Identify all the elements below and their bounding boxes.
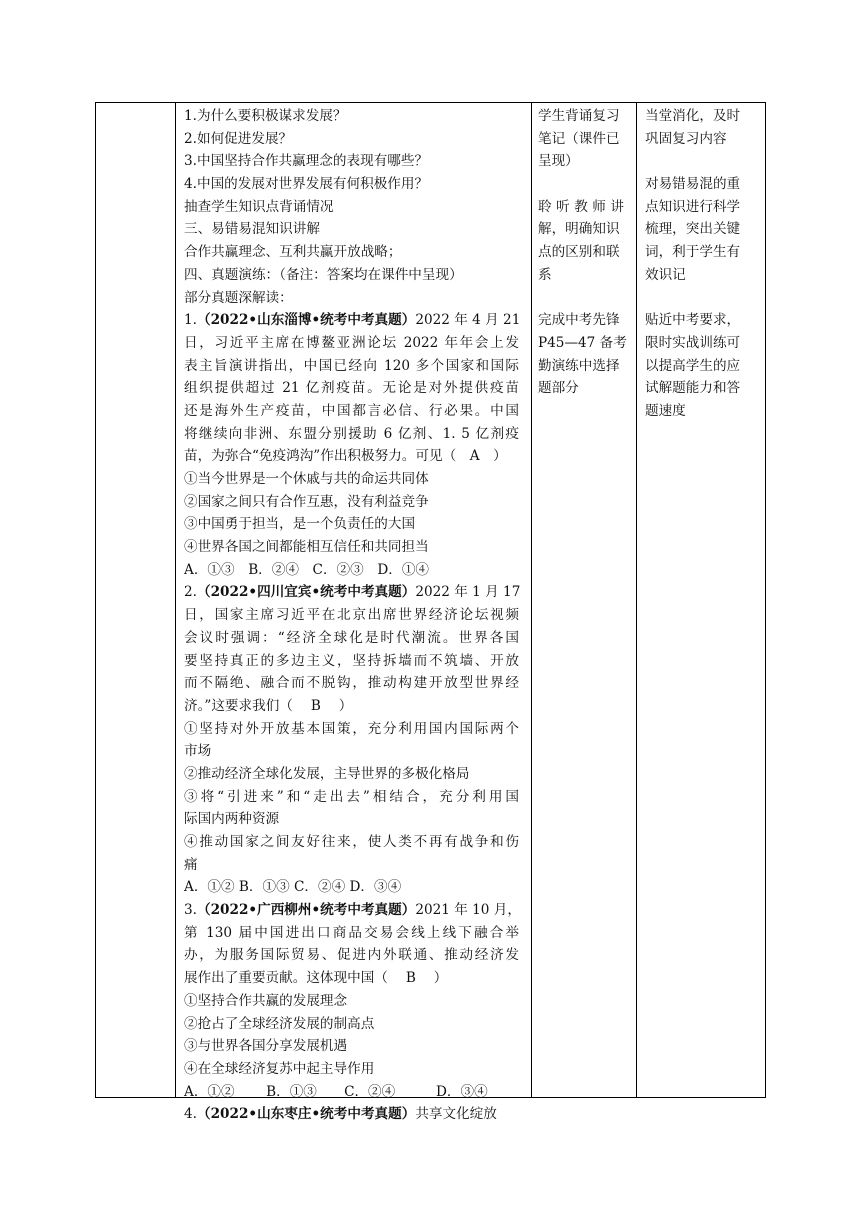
text-line: 学生背诵复习	[538, 108, 620, 124]
text-line: 抽查学生知识点背诵情况	[184, 198, 334, 215]
text-line: 而不隔绝、融合而不脱钩，推动构建开放型世界经	[184, 675, 519, 692]
text-line: 苗，为弥合“免疫鸿沟”作出积极努力。可见（ A ）	[184, 448, 507, 465]
text-line: 办，为服务国际贸易、促进内外联通、推动经济发	[184, 947, 519, 964]
student-activity-column	[532, 103, 628, 400]
text-line: 当堂消化，及时	[645, 108, 741, 124]
answer-choices: A．①③ B．②④ C．②③ D．①④	[184, 561, 430, 578]
text-line: 系	[538, 266, 552, 283]
text-line: 济。”这要求我们（ B ）	[184, 697, 353, 714]
text-line: 巩固复习内容	[645, 130, 727, 147]
option-line: ③与世界各国分享发展机遇	[184, 1038, 348, 1055]
option-line: ②国家之间只有合作互惠，没有利益竞争	[184, 493, 429, 510]
option-line: ②推动经济全球化发展，主导世界的多极化格局	[184, 765, 470, 782]
option-line: ①坚持合作共赢的发展理念	[184, 992, 348, 1009]
option-line: ④推动国家之间友好往来，使人类不再有战争和伤	[184, 834, 519, 850]
text-line: 还是海外生产疫苗，中国都言必信、行必果。中国	[184, 402, 519, 419]
text-line: 表主旨演讲指出，中国已经向 120 多个国家和国际	[184, 357, 519, 374]
question-1-stem: 1.（2022•山东淄博•统考中考真题）2022 年 4 月 21	[184, 312, 521, 329]
review-question: 2.如何促进发展？	[184, 130, 293, 147]
section-heading: 四、真题演练：（备注：答案均在课件中呈现）	[184, 266, 463, 283]
option-line: ①当今世界是一个休戚与共的命运共同体	[184, 471, 429, 487]
text-line: 试解题能力和答	[645, 380, 741, 397]
text-line: 会议时强调：“经济全球化是时代潮流。世界各国	[184, 629, 519, 646]
question-source: （2022•山东枣庄•统考中考真题）	[196, 1106, 416, 1123]
text-line: 梳理，突出关键	[645, 221, 741, 238]
section-heading: 三、易错易混知识讲解	[184, 221, 320, 238]
text-line: 笔记（课件已	[538, 130, 620, 147]
text-line: 日，国家主席习近平在北京出席世界经济论坛视频	[184, 607, 519, 624]
text-line: 第 130 届中国进出口商品交易会线上线下融合举	[184, 924, 519, 941]
text-line: 完成中考先锋	[538, 312, 620, 329]
option-line: ③将“引进来”和“走出去”相结合，充分利用国	[184, 788, 519, 805]
teaching-content-column	[176, 103, 523, 1126]
text-line: 组织提供超过 21 亿剂疫苗。无论是对外提供疫苗	[184, 380, 519, 397]
text-line: 要坚持真正的多边主义，坚持拆墙而不筑墙、开放	[184, 652, 519, 669]
text-line: 呈现）	[538, 153, 579, 170]
option-line: 际国内两种资源	[184, 811, 280, 828]
answer-choices: A．①② B．①③ C．②④ D．③④	[184, 879, 402, 896]
text-line: 合作共赢理念、互利共赢开放战略；	[184, 244, 402, 261]
text-line: 点的区别和联	[538, 244, 620, 261]
review-question: 1.为什么要积极谋求发展？	[184, 108, 347, 124]
option-line: ②抢占了全球经济发展的制高点	[184, 1015, 375, 1032]
option-line: ③中国勇于担当，是一个负责任的大国	[184, 516, 416, 533]
question-source: （2022•四川宜宾•统考中考真题）	[196, 584, 416, 601]
text-line: 效识记	[645, 266, 686, 283]
text-line: P45—47 备考	[538, 334, 627, 351]
option-line: 市场	[184, 743, 212, 760]
text-line: 以提高学生的应	[645, 357, 741, 374]
design-intent-column	[637, 103, 765, 423]
text-line: 日，习近平主席在博鳌亚洲论坛 2022 年年会上发	[184, 334, 519, 351]
text-line: 展作出了重要贡献。这体现中国（ B ）	[184, 970, 448, 987]
question-source: （2022•山东淄博•统考中考真题）	[196, 312, 416, 329]
question-2-stem: 2.（2022•四川宜宾•统考中考真题）2022 年 1 月 17	[184, 584, 521, 601]
answer-choices: A．①② B．①③ C．②④ D．③④	[184, 1083, 488, 1100]
review-question: 3.中国坚持合作共赢理念的表现有哪些？	[184, 153, 429, 170]
question-source: （2022•广西柳州•统考中考真题）	[196, 902, 416, 919]
text-line: 点知识进行科学	[645, 198, 741, 215]
review-question: 4.中国的发展对世界发展有何积极作用？	[184, 176, 429, 193]
text-line: 部分真题深解读：	[184, 289, 293, 306]
question-4-stem: 4.（2022•山东枣庄•统考中考真题）共享文化绽放	[184, 1106, 497, 1123]
text-line: 将继续向非洲、东盟分别援助 6 亿剂、1. 5 亿剂疫	[184, 425, 519, 442]
text-line: 题部分	[538, 380, 579, 397]
option-line: 痛	[184, 856, 198, 873]
option-line: ①坚持对外开放基本国策，充分利用国内国际两个	[184, 720, 519, 737]
option-line: ④在全球经济复苏中起主导作用	[184, 1060, 375, 1077]
lesson-table	[95, 102, 766, 1123]
text-line: 聆听教师讲	[538, 198, 624, 215]
text-line: 解，明确知识	[538, 221, 620, 238]
text-line: 题速度	[645, 402, 686, 419]
text-line: 对易错易混的重	[645, 176, 741, 193]
text-line: 贴近中考要求，	[645, 312, 741, 329]
question-3-stem: 3.（2022•广西柳州•统考中考真题）2021 年 10 月，	[184, 902, 521, 919]
text-line: 词，利于学生有	[645, 244, 741, 261]
option-line: ④世界各国之间都能相互信任和共同担当	[184, 539, 429, 556]
text-line: 勤演练中选择	[538, 357, 620, 374]
text-line: 限时实战训练可	[645, 334, 741, 351]
